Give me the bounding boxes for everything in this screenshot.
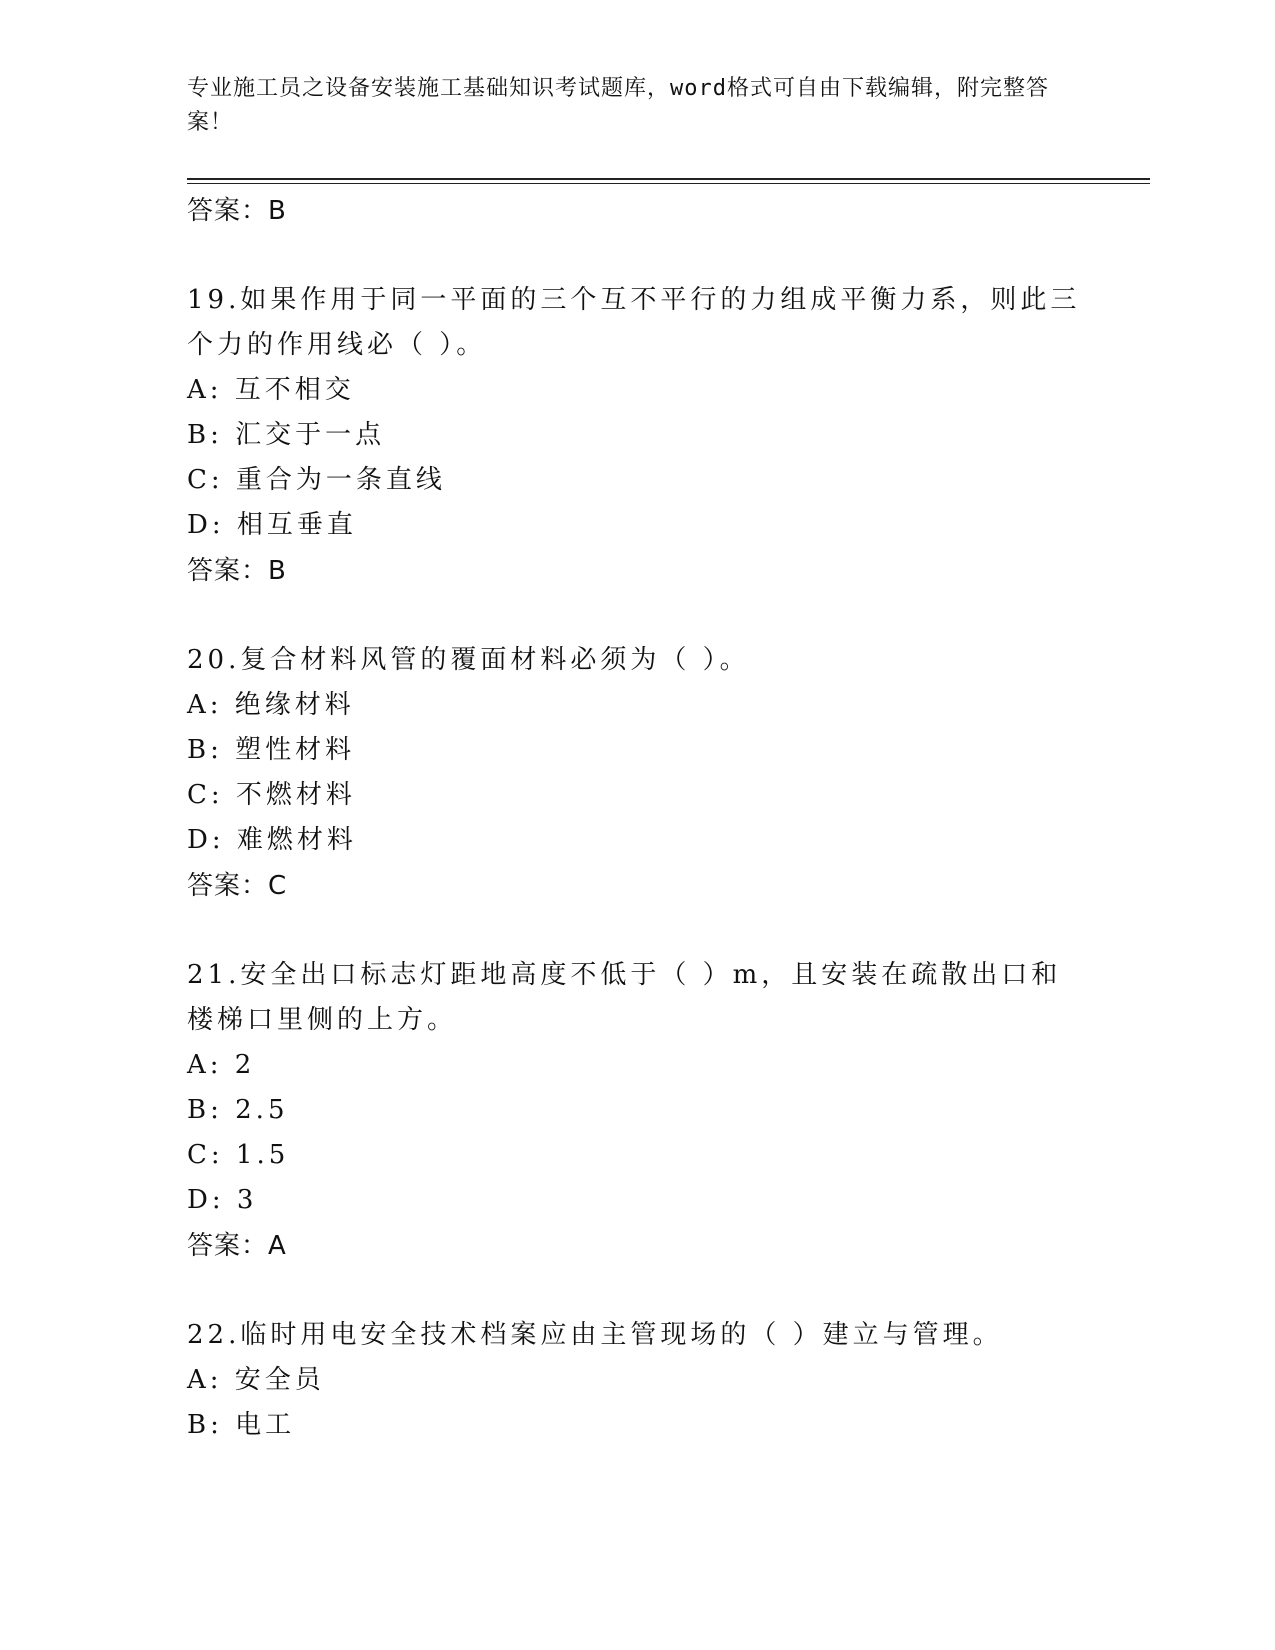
option-c: C: 1.5 bbox=[187, 1140, 290, 1170]
question-text: 20.复合材料风管的覆面材料必须为（ ）。 bbox=[187, 645, 750, 675]
question-20 bbox=[187, 638, 1087, 909]
answer-line: 答案：C bbox=[187, 871, 288, 901]
question-list bbox=[187, 188, 1087, 1448]
option-b: B: 汇交于一点 bbox=[187, 420, 386, 450]
page-header: 专业施工员之设备安装施工基础知识考试题库，word格式可自由下载编辑，附完整答案！ bbox=[187, 76, 1049, 135]
option-d: D: 相互垂直 bbox=[187, 510, 357, 540]
option-b: B: 2.5 bbox=[187, 1095, 289, 1125]
question-19 bbox=[187, 278, 1087, 594]
header-rule bbox=[187, 178, 1150, 180]
option-a: A: 互不相交 bbox=[187, 375, 355, 405]
answer-line: 答案：B bbox=[187, 556, 287, 586]
option-b: B: 塑性材料 bbox=[187, 735, 356, 765]
question-text: 22.临时用电安全技术档案应由主管现场的（ ）建立与管理。 bbox=[187, 1320, 1003, 1350]
header-rule-thin bbox=[187, 183, 1150, 184]
question-22 bbox=[187, 1313, 1087, 1448]
option-a: A: 安全员 bbox=[187, 1365, 325, 1395]
option-b: B: 电工 bbox=[187, 1410, 296, 1440]
option-d: D: 3 bbox=[187, 1185, 258, 1215]
question-21 bbox=[187, 953, 1087, 1269]
option-d: D: 难燃材料 bbox=[187, 825, 357, 855]
option-c: C: 重合为一条直线 bbox=[187, 465, 446, 495]
answer-line: 答案：A bbox=[187, 1231, 287, 1261]
option-a: A: 2 bbox=[187, 1050, 256, 1080]
question-text: 21.安全出口标志灯距地高度不低于（ ）m，且安装在疏散出口和楼梯口里侧的上方。 bbox=[187, 960, 1062, 1035]
question-text: 19.如果作用于同一平面的三个互不平行的力组成平衡力系，则此三个力的作用线必（ ）。 bbox=[187, 285, 1081, 360]
option-c: C: 不燃材料 bbox=[187, 780, 356, 810]
answer-line: 答案：B bbox=[187, 196, 287, 226]
option-a: A: 绝缘材料 bbox=[187, 690, 355, 720]
